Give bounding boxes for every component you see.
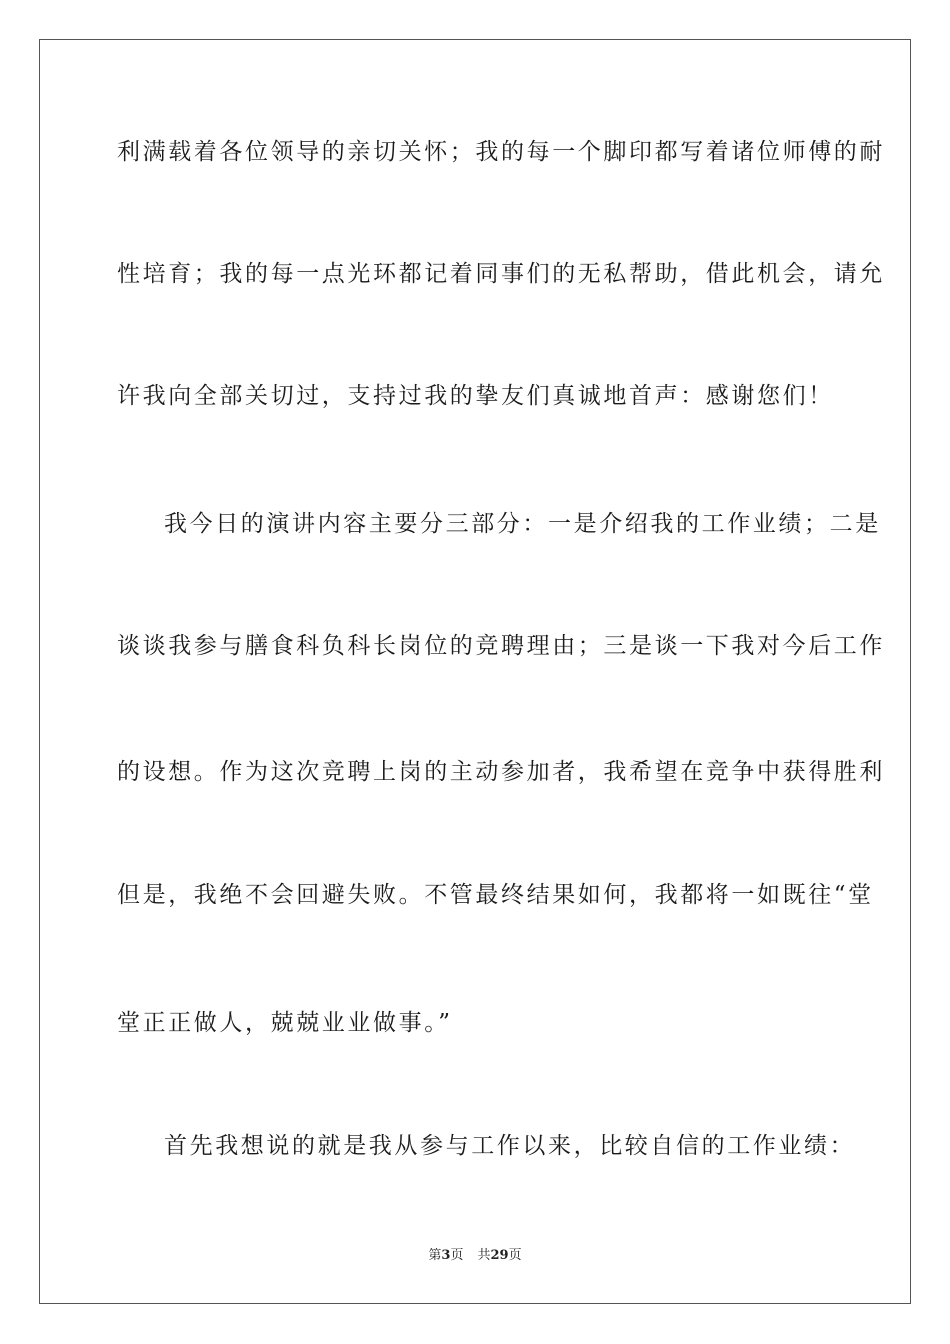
text-line-4: 我今日的演讲内容主要分三部分：一是介绍我的工作业绩；二是 — [164, 511, 881, 537]
text-line-1: 利满载着各位领导的亲切关怀；我的每一个脚印都写着诸位师傅的耐 — [117, 139, 885, 165]
page-frame — [39, 39, 911, 1304]
text-line-5: 谈谈我参与膳食科负科长岗位的竞聘理由；三是谈一下我对今后工作 — [117, 633, 885, 659]
text-line-2: 性培育；我的每一点光环都记着同事们的无私帮助，借此机会，请允 — [117, 261, 885, 287]
page-footer — [0, 1247, 950, 1265]
text-line-8: 堂正正做人，兢兢业业做事。” — [117, 1010, 453, 1036]
text-line-9: 首先我想说的就是我从参与工作以来，比较自信的工作业绩： — [164, 1133, 856, 1159]
footer-total-suffix: 页 — [508, 1248, 522, 1263]
footer-page-number: 3 — [441, 1248, 451, 1263]
text-line-7: 但是，我绝不会回避失败。不管最终结果如何，我都将一如既往“堂 — [117, 882, 874, 908]
text-line-3: 许我向全部关切过，支持过我的挚友们真诚地首声：感谢您们！ — [117, 383, 834, 409]
text-line-6: 的设想。作为这次竞聘上岗的主动参加者，我希望在竞争中获得胜利 — [117, 759, 885, 785]
footer-page-suffix: 页 — [450, 1248, 464, 1263]
footer-page-prefix: 第 — [428, 1248, 442, 1263]
footer-total-prefix: 共 — [477, 1248, 491, 1263]
footer-total-pages: 29 — [490, 1248, 509, 1263]
